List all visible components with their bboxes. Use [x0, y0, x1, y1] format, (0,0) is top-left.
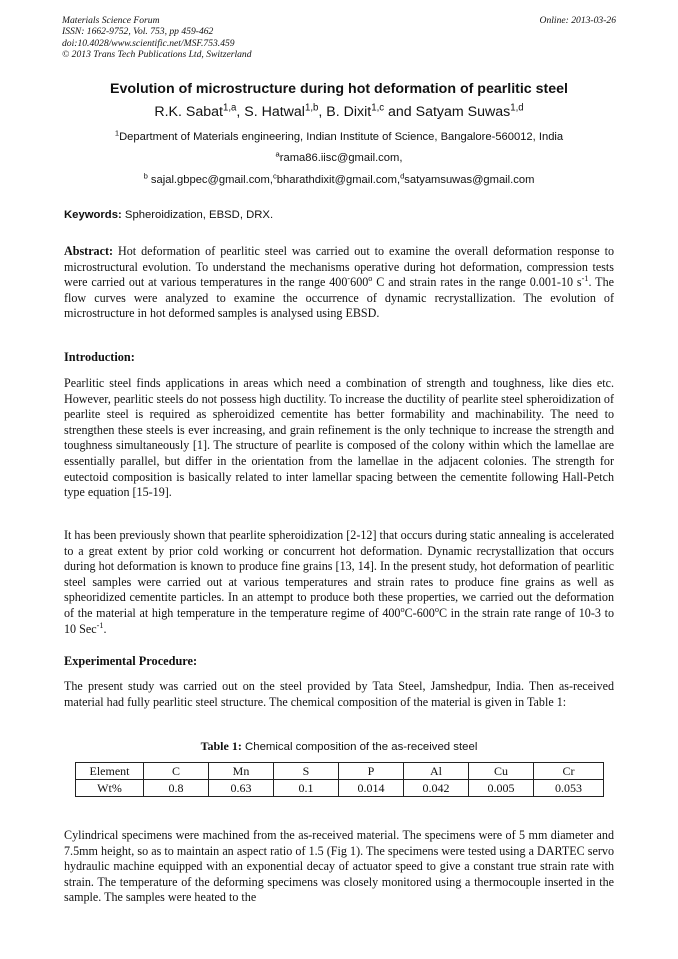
paragraph-text: C in the strain rate range of 10-3 to 10 Sec — [64, 605, 615, 636]
table-cell: 0.1 — [274, 780, 339, 797]
abstract-text: . The flow curves were analyzed to examine the occurrence of dynamic recrystallization. The evolution of microstructure in hot deformed samples is analysed using EBSD. — [64, 275, 614, 321]
paragraph-text: . — [103, 621, 107, 636]
paragraph-text: C-600 — [404, 605, 435, 620]
table-header-cell: Cr — [534, 763, 604, 780]
abstract-superscript: o — [368, 274, 373, 284]
experimental-paragraph-1: The present study was carried out on the steel provided by Tata Steel, Jamshedpur, India. Then as-received material had fully pearlitic steel structure. The chemical composition of the material is given in Table 1: — [64, 679, 614, 709]
author-affiliation-mark: 1,d — [510, 102, 524, 114]
affiliation-mark: 1 — [114, 128, 120, 138]
author-separator: , — [318, 104, 327, 120]
experimental-heading: Experimental Procedure: — [64, 654, 198, 668]
table-caption-text: Chemical composition of the as-received steel — [241, 741, 478, 753]
abstract-superscript: -1 — [581, 274, 589, 284]
author-name: Satyam Suwas — [415, 104, 511, 120]
abstract-text: Hot deformation of pearlitic steel was carried out to examine the overall deformation response to microstructural evolution. To understand the mechanisms operative during hot deformation, compression tests were carried out at various temperatures in the range 400 — [64, 244, 614, 290]
paragraph-superscript: -1 — [96, 620, 104, 630]
introduction-heading: Introduction: — [64, 350, 135, 364]
table-header-cell: P — [339, 763, 404, 780]
author-affiliation-mark: 1,b — [304, 102, 319, 114]
table-cell: 0.8 — [144, 780, 209, 797]
keywords-label: Keywords: — [64, 209, 122, 221]
email-mark: b — [143, 171, 148, 181]
running-header — [62, 15, 616, 61]
paragraph-superscript: o — [434, 604, 439, 614]
author-name: B. Dixit — [326, 104, 372, 120]
email-mark: a — [275, 149, 280, 159]
email-line-2 — [30, 171, 648, 186]
abstract — [64, 244, 614, 322]
table-cell: 0.005 — [469, 780, 534, 797]
abstract-superscript: - — [347, 274, 351, 284]
copyright-line: © 2013 Trans Tech Publications Ltd, Switzerland — [62, 49, 252, 61]
paragraph-text: It has been previously shown that pearlite spheroidization [2-12] that occurs during static annealing is accelerated to a great extent by prior cold working or concurrent hot deformation. Dynamic recrystallization that occurs during hot deformation is known to produce fine grains [13, 14]. In the present study, hot deformation of pearlitic steel samples were carried out at various temperatures and strain rates to produce fine grains as well as spheoridized cementite particles. In an attempt to produce both these properties, we carried out the deformation of the material at high temperature in the temperature regime of 400 — [64, 528, 614, 620]
email-line-1 — [30, 149, 648, 164]
table-cell: Wt% — [76, 780, 144, 797]
journal-name: Materials Science Forum — [62, 15, 160, 26]
table-header-row — [76, 763, 604, 780]
abstract-label: Abstract: — [64, 244, 114, 258]
email-address[interactable]: sajal.gbpec@gmail.com, — [147, 174, 273, 186]
author-affiliation-mark: 1,a — [222, 102, 237, 114]
table-cell: 0.014 — [339, 780, 404, 797]
email-mark: d — [400, 171, 405, 181]
table-caption-label: Table 1: — [200, 739, 242, 753]
author-name: R.K. Sabat — [154, 104, 223, 120]
table-cell: 0.042 — [404, 780, 469, 797]
email-address[interactable]: bharathdixit@gmail.com, — [276, 174, 401, 186]
table-row — [76, 780, 604, 797]
abstract-text: C and strain rates in the range 0.001-10 s — [372, 275, 582, 290]
issn-line: ISSN: 1662-9752, Vol. 753, pp 459-462 — [62, 26, 214, 38]
keywords-text: Spheroidization, EBSD, DRX. — [121, 209, 274, 221]
author-separator: and — [384, 104, 416, 120]
abstract-text: 600 — [350, 275, 369, 290]
author-list — [40, 104, 638, 120]
affiliation — [30, 128, 648, 143]
paper-title: Evolution of microstructure during hot deformation of pearlitic steel — [110, 81, 568, 97]
email-address[interactable]: rama86.iisc@gmail.com, — [279, 152, 403, 164]
online-date: Online: 2013-03-26 — [539, 15, 616, 26]
introduction-paragraph-1: Pearlitic steel finds applications in areas which need a combination of strength and toughness, like dies etc. However, pearlitic steels do not possess high ductility. To increase the ductility of pearlite steel spheroidization of pearlite steel is required as spheroidized cementite has better formability and machinability. The need to strengthen these steels is ever increasing, and grain refinement is the only technique to increase the strength and toughness simultaneously [1]. The structure of pearlite is composed of the colony within which the lamellae are essentially parallel, but differ in the orientation from the lamellae in the adjacent colonies. The strength for eutectoid composition is basically related to inter lamellar spacing between the cementite following Hall-Petch type equation [15-19]. — [64, 376, 614, 500]
table-cell: 0.053 — [534, 780, 604, 797]
author-name: S. Hatwal — [244, 104, 305, 120]
table-header-cell: S — [274, 763, 339, 780]
keywords — [64, 209, 273, 221]
author-separator: , — [236, 104, 245, 120]
table-header-cell: Cu — [469, 763, 534, 780]
composition-table — [75, 762, 604, 797]
table-header-cell: C — [144, 763, 209, 780]
table-caption — [0, 739, 678, 754]
table-header-cell: Al — [404, 763, 469, 780]
experimental-paragraph-2: Cylindrical specimens were machined from the as-received material. The specimens were of 5 mm diameter and 7.5mm height, so as to maintain an aspect ratio of 1.5 (Fig 1). The specimens were tested using a DARTEC servo hydraulic machine equipped with an exponential decay of actuator speed to give a constant true strain rate with strain. The temperature of the deforming specimens was closely monitored using a thermocouple inserted in the sample. The samples were heated to the — [64, 828, 614, 905]
table-header-cell: Mn — [209, 763, 274, 780]
author-affiliation-mark: 1,c — [371, 102, 385, 114]
table-cell: 0.63 — [209, 780, 274, 797]
affiliation-text: Department of Materials engineering, Indian Institute of Science, Bangalore-560012, India — [119, 131, 564, 143]
table-header-cell: Element — [76, 763, 144, 780]
introduction-paragraph-2 — [64, 528, 614, 637]
doi-line: doi:10.4028/www.scientific.net/MSF.753.459 — [62, 37, 235, 49]
email-mark: c — [272, 171, 277, 181]
paragraph-superscript: o — [400, 604, 405, 614]
email-address[interactable]: satyamsuwas@gmail.com — [404, 174, 535, 186]
